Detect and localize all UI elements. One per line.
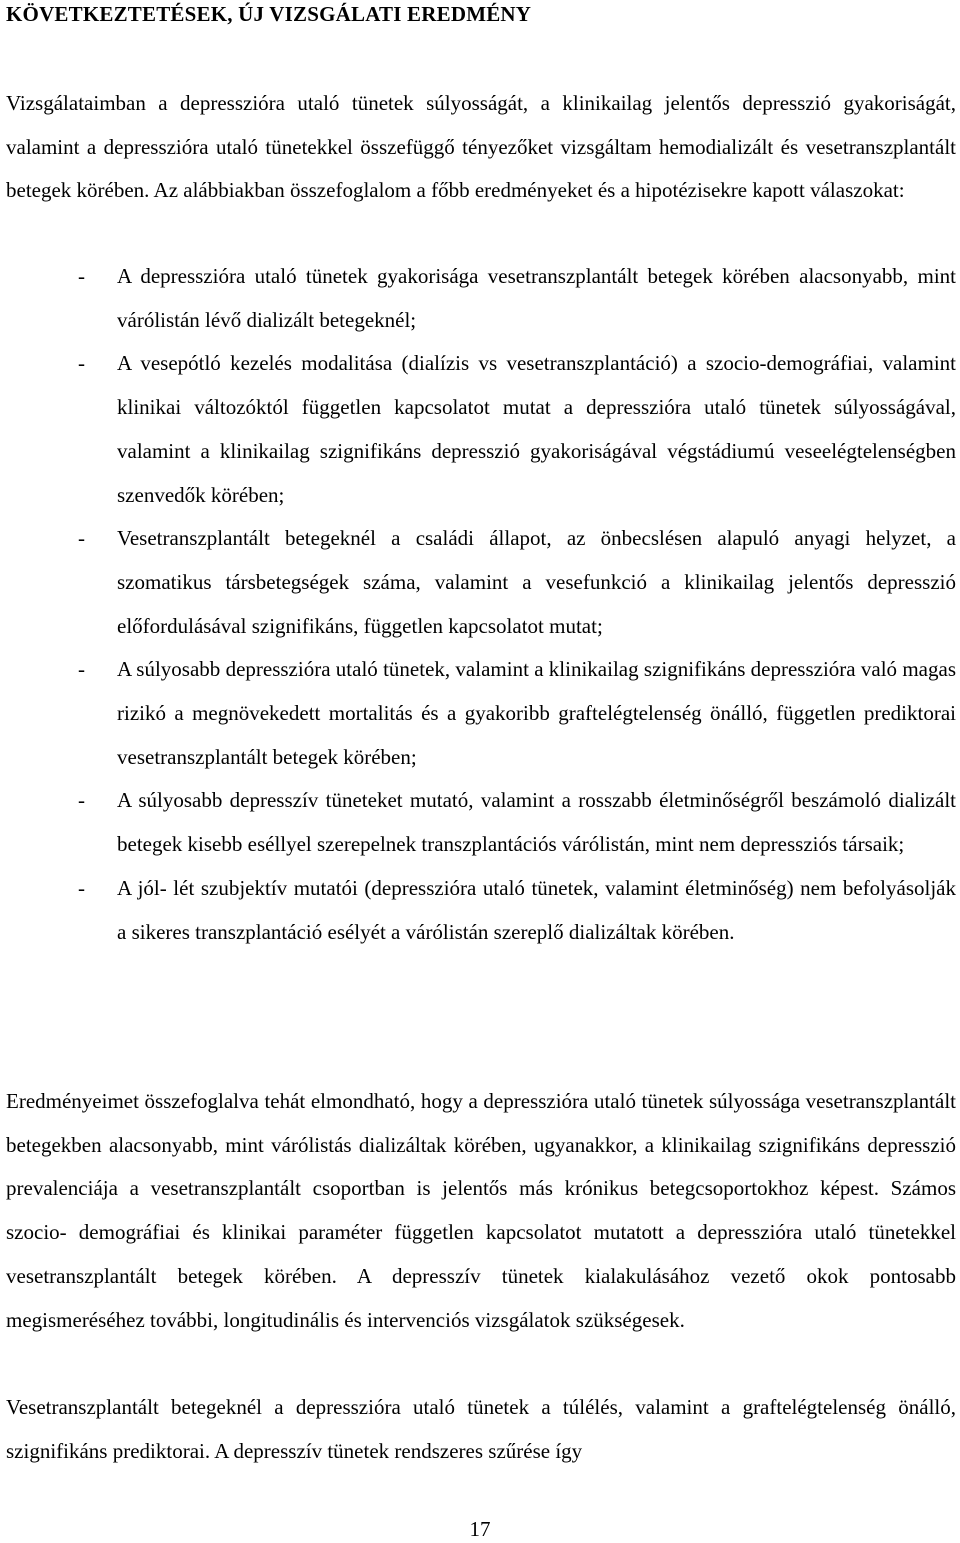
list-dash: - [78,788,85,813]
closing-paragraph: Vesetranszplantált betegeknél a depresszióra utaló tünetek a túlélés, valamint a graftelégtelenség önálló, szignifikáns prediktorai. A depresszív tünetek rendszeres szűrése így [6,1395,956,1463]
section-heading: KÖVETKEZTETÉSEK, ÚJ VIZSGÁLATI EREDMÉNY [6,2,532,26]
finding-text: A jól- lét szubjektív mutatói (depresszióra utaló tünetek, valamint életminőség) nem befolyásolják a sikeres transzplantáció esélyét a várólistán szereplő dializáltak körében. [117,875,956,944]
finding-item [0,648,956,779]
page-number: 17 [469,1517,491,1541]
finding-item [0,255,956,342]
finding-text: A depresszióra utaló tünetek gyakorisága vesetranszplantált betegek körében alacsonyabb, mint várólistán lévő dializált betegeknél; [117,264,956,332]
list-dash: - [78,351,85,376]
finding-text: Vesetranszplantált betegeknél a családi állapot, az önbecslésen alapuló anyagi helyzet, a szomatikus társbetegségek száma, valamint a vesefunkció a klinikailag jelentős depresszió előfordulásával szignifikáns, független kapcsolatot mutat; [117,526,956,638]
list-dash: - [78,875,85,900]
finding-text: A súlyosabb depresszív tüneteket mutató, valamint a rosszabb életminőségről beszámoló dializált betegek kisebb eséllyel szerepelnek transzplantációs várólistán, mint nem depressziós társaik; [117,788,956,857]
finding-item [0,779,956,866]
finding-text: A vesepótló kezelés modalitása (dialízis vs vesetranszplantáció) a szocio-demográfiai, valamint klinikai változóktól független kapcsolatot mutat a depresszióra utaló tünetek súlyosságával, valamint a klinikailag szignifikáns depresszió gyakoriságával végstádiumú veseelégtelenségben szenvedők körében; [117,351,956,507]
intro-paragraph: Vizsgálataimban a depresszióra utaló tünetek súlyosságát, a klinikailag jelentős depresszió gyakoriságát, valamint a depresszióra utaló tünetekkel összefüggő tényezőket vizsgáltam hemodializált és vesetranszplantált betegek körében. Az alábbiakban összefoglalom a főbb eredményeket és a hipotézisekre kapott válaszokat: [6,91,956,203]
finding-item [0,517,956,648]
list-dash: - [78,657,85,682]
list-dash: - [78,264,85,288]
finding-item [0,867,956,954]
summary-paragraph: Eredményeimet összefoglalva tehát elmondható, hogy a depresszióra utaló tünetek súlyossága vesetranszplantált betegekben alacsonyabb, mint várólistás dializáltak körében, ugyanakkor, a klinikailag szignifikáns depresszió prevalenciája a vesetranszplantált csoportban is jelentős más krónikus betegcsoportokhoz képest. Számos szocio- demográfiai és klinikai paraméter független kapcsolatot mutatott a depresszióra utaló tünetekkel vesetranszplantált betegek körében. A depresszív tünetek kialakulásához vezető okok pontosabb megismeréséhez további, longitudinális és intervenciós vizsgálatok szükségesek. [6,1089,956,1332]
finding-item [0,342,956,517]
list-dash: - [78,526,85,551]
findings-list [0,255,960,954]
finding-text: A súlyosabb depresszióra utaló tünetek, valamint a klinikailag szignifikáns depresszióra való magas rizikó a megnövekedett mortalitás és a gyakoribb graftelégtelenség önálló, független prediktorai vesetranszplantált betegek körében; [117,657,956,769]
